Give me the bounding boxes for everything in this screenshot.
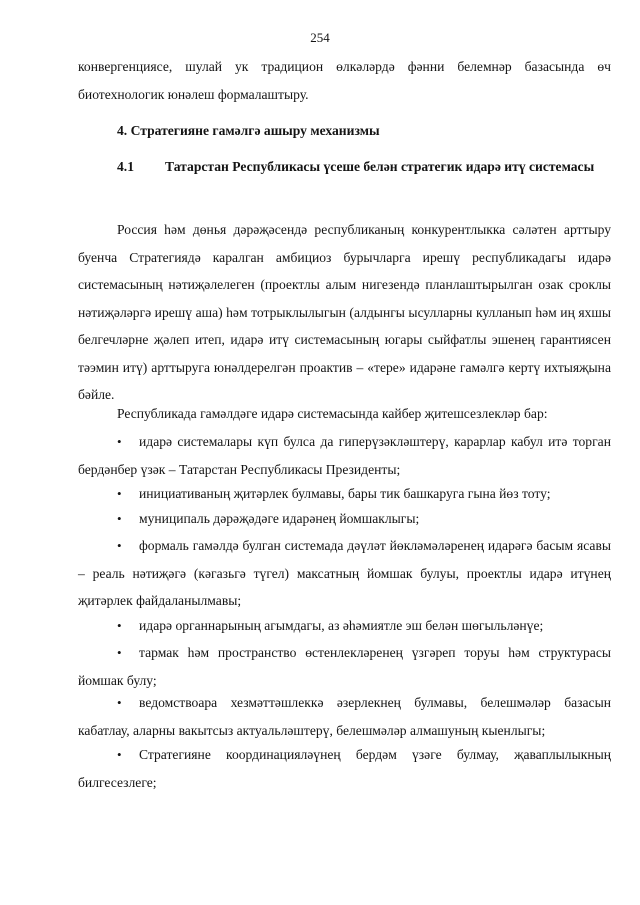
bullet-text: Стратегияне координацияләүнең бердәм үзәге булмау, җаваплылыкның билгесезлеге; — [78, 747, 611, 790]
bullet-item — [78, 480, 611, 508]
paragraph-lead: Республикада гамәлдәге идарә системасында кайбер җитешсезлекләр бар: — [117, 406, 548, 421]
page-number: 254 — [310, 30, 330, 45]
bullet-icon: • — [117, 645, 122, 660]
bullet-icon: • — [117, 618, 122, 633]
bullet-item — [78, 532, 611, 615]
bullet-text: тармак һәм пространство өстенлекләренең үзгәреп торуы һәм структурасы йомшак булу; — [78, 645, 611, 688]
bullet-text: муниципаль дәрәҗәдәге идарәнең йомшаклыгы; — [139, 511, 420, 526]
bullet-item — [78, 505, 611, 533]
bullet-item — [78, 741, 611, 796]
paragraph-intro: конвергенциясе, шулай ук традицион өлкәләрдә фәнни белемнәр базасында өч биотехнологик юнәлеш формалаштыру. — [78, 59, 611, 102]
bullet-item — [78, 428, 611, 483]
bullet-icon: • — [117, 538, 122, 553]
bullet-icon: • — [117, 747, 122, 762]
paragraph-main: Россия һәм дөнья дәрәҗәсендә республиканың конкурентлыкка сәләтен арттыру буенча Стратегиядә каралган амбициоз бурычларга ирешү республикадагы идарә системасының нәтиҗәлелеген (проектлы алым нигезендә планлаштырылган озак сроклы нәтиҗәләргә ирешү аша) һәм тотрыклылыгын (алдынгы ысулларны кулланып һәм иң яхшы белгечләрне җәлеп итеп, идарә итү системасының югары сыйфатлы эшенең гарантиясен тәэмин итү) арттыруга юнәлдерелгән проактив – «тере» идарәне гамәлгә кертү ихтыяҗына бәйле. — [78, 222, 611, 402]
section-heading: 4. Стратегияне гамәлгә ашыру механизмы — [117, 123, 380, 138]
bullet-icon: • — [117, 511, 122, 526]
subsection-title: Татарстан Республикасы үсеше белән стратегик идарә итү системасы — [165, 159, 595, 174]
bullet-item — [78, 689, 611, 744]
bullet-text: формаль гамәлдә булган системада дәүләт йөкләмәләренең идарәгә басым ясавы – реаль нәтиҗәгә (кәгазьгә түгел) максатның йомшак булуы, проектлы идарә итүнең җитәрлек файдаланылмавы; — [78, 538, 611, 608]
bullet-item — [78, 639, 611, 694]
bullet-text: идарә органнарының агымдагы, аз әһәмиятле эш белән шөгыльләнүе; — [139, 618, 544, 633]
subsection-heading — [78, 153, 611, 181]
subsection-number: 4.1 — [117, 159, 134, 174]
bullet-text: ведомствоара хезмәттәшлеккә әзерлекнең булмавы, белешмәләр базасын кабатлау, аларны вакытсыз актуальләштерү, белешмәләр алмашуның кыенлыгы; — [78, 695, 611, 738]
bullet-icon: • — [117, 486, 122, 501]
bullet-icon: • — [117, 695, 122, 710]
bullet-text: инициативаның җитәрлек булмавы, бары тик башкаруга гына йөз тоту; — [139, 486, 551, 501]
bullet-icon: • — [117, 434, 122, 449]
bullet-item — [78, 612, 611, 640]
bullet-text: идарә системалары күп булса да гиперүзәкләштерү, карарлар кабул итә торган бердәнбер үзәк – Татарстан Республикасы Президенты; — [78, 434, 611, 477]
